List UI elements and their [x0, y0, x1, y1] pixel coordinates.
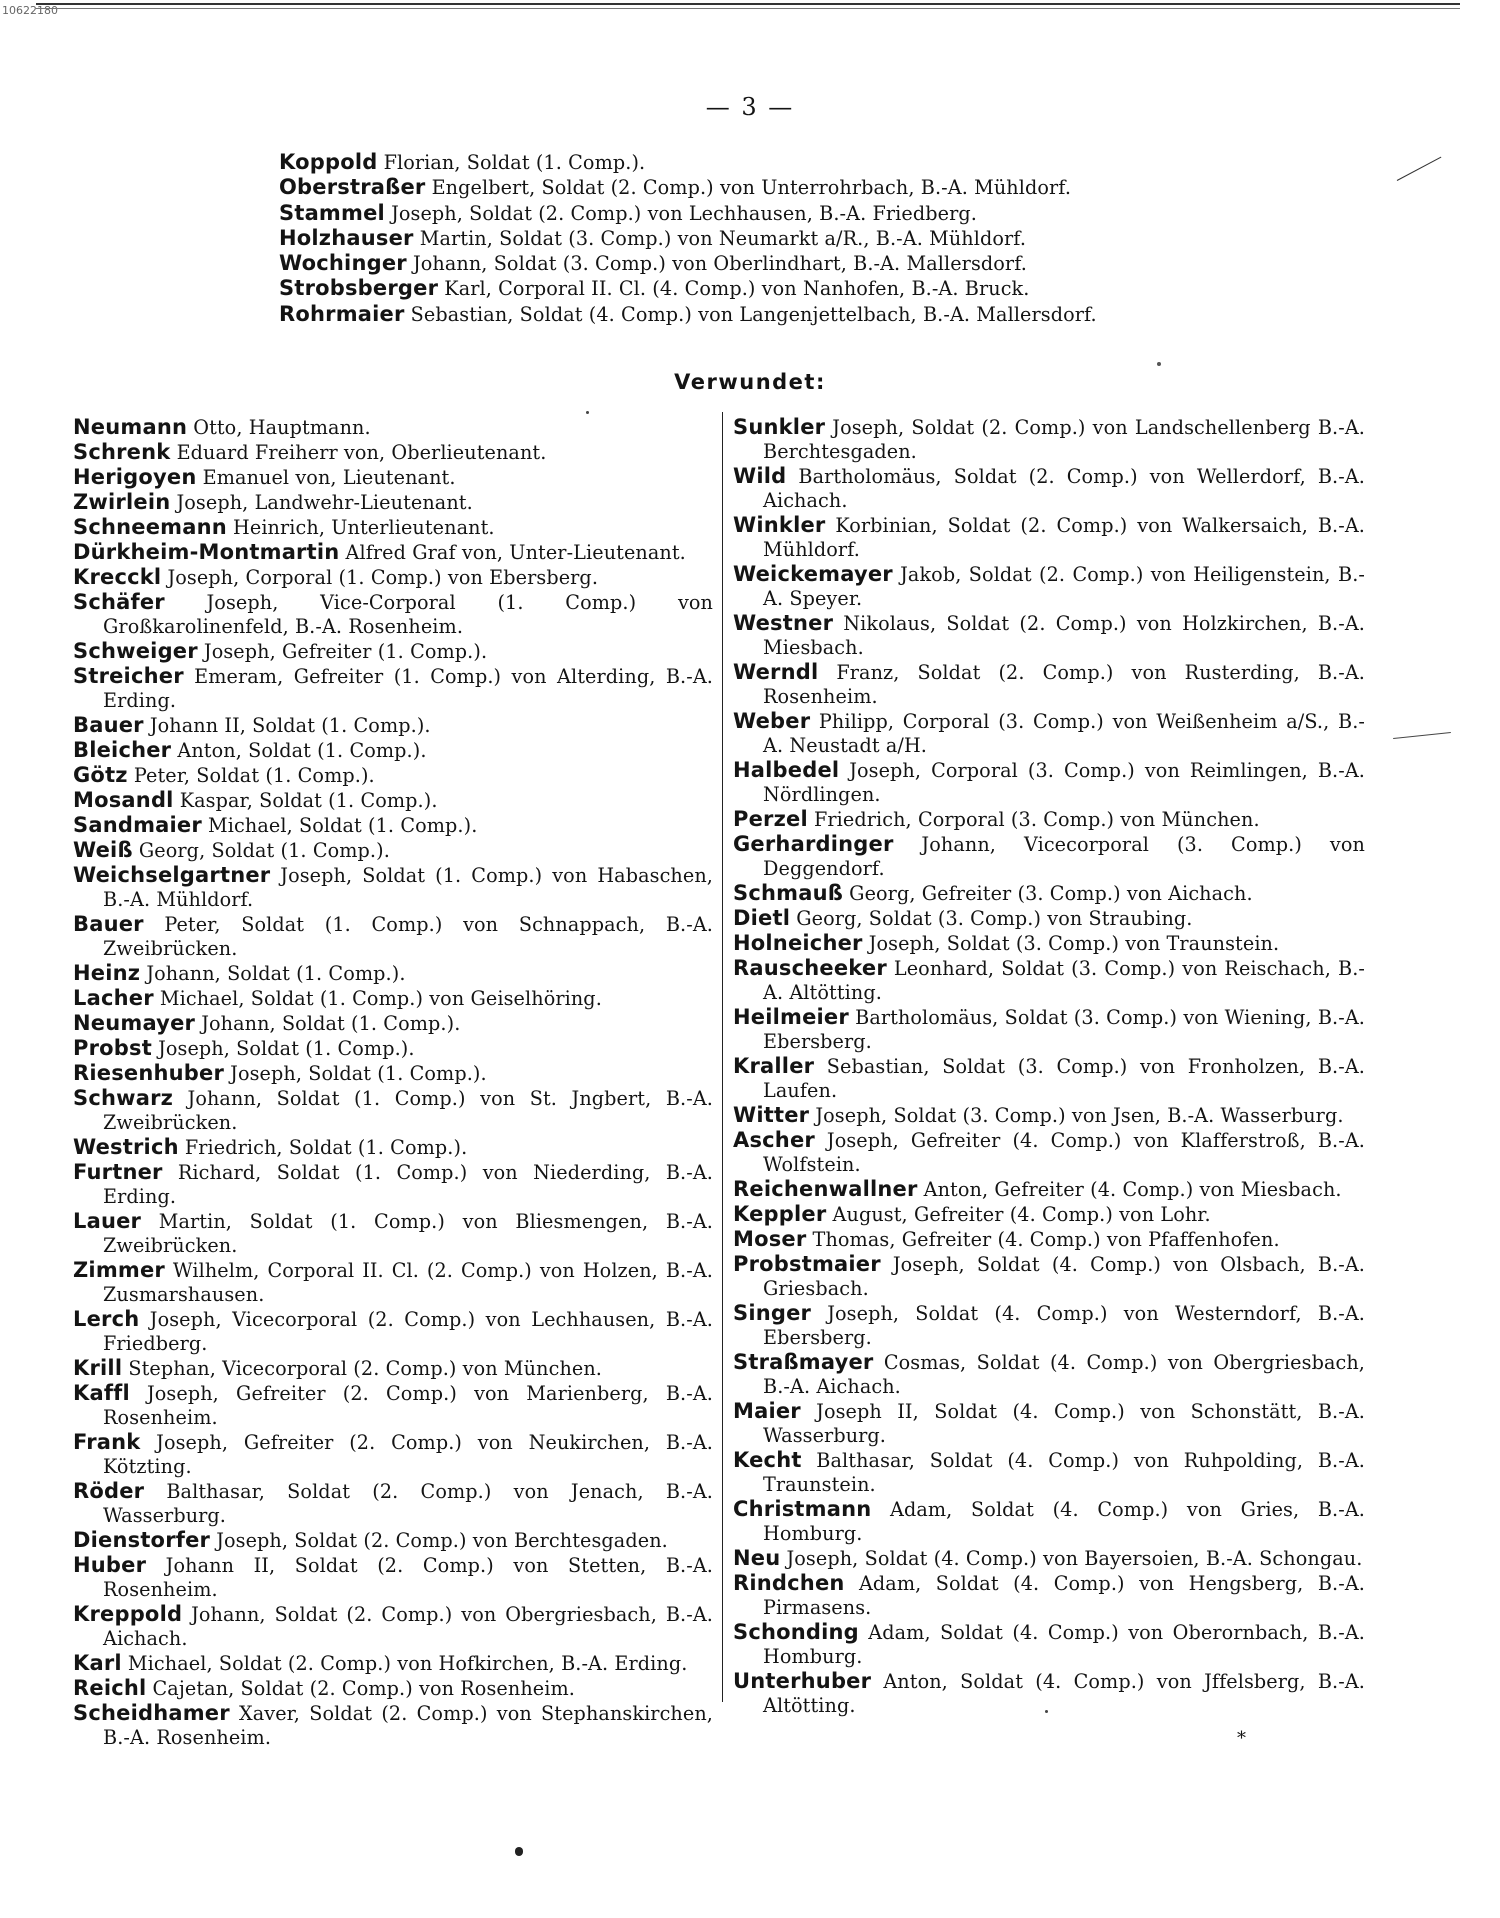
casualty-name: Bauer: [73, 912, 144, 936]
casualty-entry: [73, 1651, 713, 1676]
casualty-entry: [733, 1497, 1365, 1546]
casualty-entry: [733, 807, 1365, 832]
casualty-name: Unterhuber: [733, 1669, 872, 1693]
casualty-entry: [733, 832, 1365, 881]
casualty-name: Wochinger: [279, 251, 407, 276]
casualty-name: Schrenk: [73, 440, 171, 464]
casualty-details: Johann, Soldat (1. Comp.).: [201, 1012, 461, 1035]
casualty-name: Dienstorfer: [73, 1528, 211, 1552]
casualty-entry: [73, 1701, 713, 1750]
casualty-entry: [733, 1252, 1365, 1301]
casualty-entry: [73, 515, 713, 540]
casualty-details: Joseph, Vicecorporal (2. Comp.) von Lechhausen, B.-A. Friedberg.: [103, 1308, 713, 1355]
casualty-details: Joseph, Soldat (2. Comp.) von Lechhausen, B.-A. Friedberg.: [391, 201, 977, 225]
casualty-name: Holzhauser: [279, 225, 414, 250]
casualty-entry: [73, 490, 713, 515]
casualty-name: Herigoyen: [73, 465, 197, 489]
casualty-name: Keppler: [733, 1202, 827, 1226]
casualty-entry: [73, 961, 713, 986]
casualty-entry: [73, 1381, 713, 1430]
casualty-details: Emanuel von, Lieutenant.: [202, 466, 456, 489]
casualty-details: Philipp, Corporal (3. Comp.) von Weißenheim a/S., B.-A. Neustadt a/H.: [763, 710, 1365, 757]
casualty-entry: [73, 1011, 713, 1036]
casualty-name: Wild: [733, 464, 787, 488]
casualty-details: Johann, Soldat (2. Comp.) von Obergriesbach, B.-A. Aichach.: [103, 1603, 713, 1650]
casualty-details: Leonhard, Soldat (3. Comp.) von Reischach, B.-A. Altötting.: [763, 957, 1365, 1004]
casualty-name: Oberstraßer: [279, 175, 426, 200]
casualty-entry: [733, 1202, 1365, 1227]
casualty-entry: [73, 788, 713, 813]
casualty-entry: [73, 1160, 713, 1209]
casualty-name: Streicher: [73, 664, 184, 688]
ink-dot: [1157, 362, 1161, 366]
casualty-name: Bauer: [73, 713, 144, 737]
casualty-entry: [279, 251, 1179, 276]
casualty-entry: [279, 226, 1179, 251]
casualty-entry: [279, 302, 1179, 327]
casualty-entry: [733, 464, 1365, 513]
casualty-details: Nikolaus, Soldat (2. Comp.) von Holzkirchen, B.-A. Miesbach.: [763, 612, 1365, 659]
casualty-entry: [73, 1036, 713, 1061]
casualty-entry: [73, 813, 713, 838]
casualty-details: August, Gefreiter (4. Comp.) von Lohr.: [832, 1203, 1211, 1226]
casualty-entry: [73, 838, 713, 863]
casualty-entry: [73, 1209, 713, 1258]
casualty-details: Joseph, Soldat (1. Comp.).: [158, 1037, 415, 1060]
casualty-details: Emeram, Gefreiter (1. Comp.) von Alterding, B.-A. Erding.: [103, 665, 713, 712]
casualty-entry: [733, 956, 1365, 1005]
casualty-details: Thomas, Gefreiter (4. Comp.) von Pfaffenhofen.: [812, 1228, 1280, 1251]
casualty-details: Joseph, Corporal (1. Comp.) von Ebersberg.: [167, 566, 599, 589]
casualty-entry: [733, 1571, 1365, 1620]
casualty-details: Joseph, Gefreiter (2. Comp.) von Neukirchen, B.-A. Kötzting.: [103, 1431, 713, 1478]
ink-blot: [515, 1847, 523, 1856]
casualty-name: Reichenwallner: [733, 1177, 918, 1201]
casualty-name: Krecckl: [73, 565, 162, 589]
casualty-name: Furtner: [73, 1160, 163, 1184]
casualty-details: Joseph, Soldat (1. Comp.).: [230, 1062, 487, 1085]
top-rule: [36, 3, 1460, 5]
casualty-details: Joseph II, Soldat (4. Comp.) von Schonstätt, B.-A. Wasserburg.: [763, 1400, 1365, 1447]
casualty-entry: [73, 565, 713, 590]
casualty-name: Probstmaier: [733, 1252, 881, 1276]
casualty-name: Huber: [73, 1553, 147, 1577]
casualty-details: Korbinian, Soldat (2. Comp.) von Walkersaich, B.-A. Mühldorf.: [763, 514, 1365, 561]
casualty-details: Joseph, Gefreiter (1. Comp.).: [203, 640, 488, 663]
casualty-entry: [73, 1528, 713, 1553]
casualty-details: Adam, Soldat (4. Comp.) von Gries, B.-A. Homburg.: [763, 1498, 1365, 1545]
casualty-name: Witter: [733, 1103, 810, 1127]
casualty-details: Joseph, Soldat (1. Comp.) von Habaschen, B.-A. Mühldorf.: [103, 864, 713, 911]
casualty-name: Schonding: [733, 1620, 859, 1644]
casualty-entry: [73, 440, 713, 465]
casualty-name: Karl: [73, 1651, 122, 1675]
casualty-name: Lauer: [73, 1209, 142, 1233]
casualty-details: Joseph, Soldat (2. Comp.) von Landschellenberg B.-A. Berchtesgaden.: [763, 416, 1365, 463]
casualty-name: Riesenhuber: [73, 1061, 225, 1085]
casualty-name: Kaffl: [73, 1381, 130, 1405]
casualty-name: Sandmaier: [73, 813, 202, 837]
casualty-details: Johann, Vicecorporal (3. Comp.) von Deggendorf.: [763, 833, 1365, 880]
casualty-name: Zwirlein: [73, 490, 171, 514]
casualty-name: Heinz: [73, 961, 141, 985]
casualty-details: Joseph, Soldat (3. Comp.) von Jsen, B.-A. Wasserburg.: [815, 1104, 1344, 1127]
casualty-entry: [733, 1177, 1365, 1202]
top-rule-thin: [36, 8, 1460, 9]
casualty-entry: [73, 1356, 713, 1381]
casualty-name: Werndl: [733, 660, 819, 684]
casualty-entry: [73, 1553, 713, 1602]
casualty-entry: [733, 881, 1365, 906]
casualty-details: Johann, Soldat (1. Comp.) von St. Jngbert, B.-A. Zweibrücken.: [103, 1087, 713, 1134]
casualty-entry: [73, 1061, 713, 1086]
casualty-entry: [73, 1602, 713, 1651]
casualty-name: Rindchen: [733, 1571, 845, 1595]
casualty-name: Weber: [733, 709, 811, 733]
casualty-entry: [733, 1350, 1365, 1399]
casualty-details: Johann II, Soldat (1. Comp.).: [149, 714, 431, 737]
casualty-entry: [73, 1135, 713, 1160]
ink-dot: [586, 411, 589, 414]
casualty-entry: [733, 660, 1365, 709]
casualty-entry: [73, 1676, 713, 1701]
casualty-name: Schmauß: [733, 881, 844, 905]
casualty-details: Joseph, Soldat (4. Comp.) von Olsbach, B.-A. Griesbach.: [763, 1253, 1366, 1300]
casualty-name: Lerch: [73, 1307, 140, 1331]
casualty-details: Friedrich, Soldat (1. Comp.).: [184, 1136, 468, 1159]
casualty-details: Peter, Soldat (1. Comp.).: [133, 764, 375, 787]
casualty-details: Xaver, Soldat (2. Comp.) von Stephanskirchen, B.-A. Rosenheim.: [103, 1702, 713, 1749]
casualty-details: Richard, Soldat (1. Comp.) von Niederding, B.-A. Erding.: [103, 1161, 713, 1208]
casualty-name: Schwarz: [73, 1086, 174, 1110]
casualty-name: Winkler: [733, 513, 826, 537]
casualty-name: Mosandl: [73, 788, 174, 812]
casualty-details: Joseph, Vice-Corporal (1. Comp.) von Großkarolinenfeld, B.-A. Rosenheim.: [103, 591, 713, 638]
casualty-name: Frank: [73, 1430, 141, 1454]
casualty-details: Florian, Soldat (1. Comp.).: [383, 151, 646, 174]
casualty-entry: [733, 513, 1365, 562]
casualty-name: Kecht: [733, 1448, 802, 1472]
casualty-name: Maier: [733, 1399, 801, 1423]
casualty-name: Gerhardinger: [733, 832, 894, 856]
casualty-entry: [73, 664, 713, 713]
casualty-entry: [73, 986, 713, 1011]
casualty-details: Stephan, Vicecorporal (2. Comp.) von München.: [128, 1357, 603, 1380]
casualty-details: Joseph, Gefreiter (4. Comp.) von Klafferstroß, B.-A. Wolfstein.: [763, 1129, 1365, 1176]
casualty-name: Koppold: [279, 150, 378, 174]
casualty-details: Adam, Soldat (4. Comp.) von Hengsberg, B.-A. Pirmasens.: [763, 1572, 1365, 1619]
casualty-entry: [73, 639, 713, 664]
casualty-entry: [733, 1227, 1365, 1252]
casualty-details: Balthasar, Soldat (4. Comp.) von Ruhpolding, B.-A. Traunstein.: [763, 1449, 1365, 1496]
casualty-name: Dürkheim-Montmartin: [73, 540, 340, 564]
casualty-entry: [733, 1399, 1365, 1448]
casualty-details: Heinrich, Unterlieutenant.: [233, 516, 495, 539]
casualty-details: Anton, Soldat (1. Comp.).: [177, 739, 427, 762]
casualty-entry: [73, 738, 713, 763]
casualty-entry: [733, 1448, 1365, 1497]
casualty-entry: [733, 1103, 1365, 1128]
casualty-name: Sunkler: [733, 415, 826, 439]
casualty-name: Singer: [733, 1301, 812, 1325]
casualty-details: Johann, Soldat (3. Comp.) von Oberlindhart, B.-A. Mallersdorf.: [412, 252, 1027, 276]
casualty-entry: [279, 175, 1179, 200]
asterisk-mark: *: [1237, 1728, 1246, 1749]
casualty-details: Karl, Corporal II. Cl. (4. Comp.) von Nanhofen, B.-A. Bruck.: [444, 277, 1030, 301]
casualty-name: Dietl: [733, 906, 791, 930]
casualty-name: Röder: [73, 1479, 145, 1503]
casualty-details: Johann, Soldat (1. Comp.).: [146, 962, 406, 985]
casualty-name: Westrich: [73, 1135, 179, 1159]
casualty-details: Cosmas, Soldat (4. Comp.) von Obergriesbach, B.-A. Aichach.: [763, 1351, 1365, 1398]
casualty-name: Krill: [73, 1356, 123, 1380]
casualty-entry: [73, 540, 713, 565]
casualty-entry: [73, 1430, 713, 1479]
casualty-entry: [279, 276, 1179, 301]
casualty-details: Balthasar, Soldat (2. Comp.) von Jenach, B.-A. Wasserburg.: [103, 1480, 713, 1527]
casualty-entry: [733, 1054, 1365, 1103]
casualty-entry: [73, 1307, 713, 1356]
casualty-details: Alfred Graf von, Unter-Lieutenant.: [345, 541, 686, 564]
casualty-entry: [279, 150, 1179, 175]
casualty-name: Schneemann: [73, 515, 227, 539]
casualty-details: Johann II, Soldat (2. Comp.) von Stetten, B.-A. Rosenheim.: [103, 1554, 713, 1601]
wounded-column-right: [733, 415, 1365, 1718]
casualty-details: Joseph, Corporal (3. Comp.) von Reimlingen, B.-A. Nördlingen.: [763, 759, 1365, 806]
casualty-name: Götz: [73, 763, 128, 787]
casualty-details: Sebastian, Soldat (3. Comp.) von Fronholzen, B.-A. Laufen.: [763, 1055, 1365, 1102]
casualty-entry: [733, 562, 1365, 611]
casualty-entry: [733, 611, 1365, 660]
casualty-details: Anton, Gefreiter (4. Comp.) von Miesbach.: [923, 1178, 1342, 1201]
casualty-details: Georg, Soldat (1. Comp.).: [138, 839, 390, 862]
casualty-name: Perzel: [733, 807, 808, 831]
casualty-entry: [73, 415, 713, 440]
casualty-details: Sebastian, Soldat (4. Comp.) von Langenjettelbach, B.-A. Mallersdorf.: [410, 302, 1097, 326]
casualty-entry: [733, 709, 1365, 758]
casualty-entry: [733, 415, 1365, 464]
casualty-details: Georg, Gefreiter (3. Comp.) von Aichach.: [849, 882, 1253, 905]
casualty-entry: [733, 1620, 1365, 1669]
casualty-entry: [73, 713, 713, 738]
casualty-details: Joseph, Soldat (2. Comp.) von Berchtesgaden.: [216, 1529, 668, 1552]
casualty-details: Peter, Soldat (1. Comp.) von Schnappach, B.-A. Zweibrücken.: [103, 913, 713, 960]
casualty-details: Otto, Hauptmann.: [193, 416, 371, 439]
casualty-entry: [733, 931, 1365, 956]
casualty-name: Zimmer: [73, 1258, 165, 1282]
casualty-name: Neumann: [73, 415, 188, 439]
casualty-details: Friedrich, Corporal (3. Comp.) von München.: [813, 808, 1260, 831]
casualty-name: Rauscheeker: [733, 956, 887, 980]
casualty-name: Reichl: [73, 1676, 147, 1700]
column-divider: [722, 412, 723, 1702]
casualty-details: Georg, Soldat (3. Comp.) von Straubing.: [796, 907, 1193, 930]
page-number: — 3 —: [705, 93, 795, 121]
casualty-name: Moser: [733, 1227, 807, 1251]
casualty-name: Strobsberger: [279, 276, 439, 301]
casualty-name: Weickemayer: [733, 562, 893, 586]
casualty-details: Franz, Soldat (2. Comp.) von Rusterding, B.-A. Rosenheim.: [763, 661, 1365, 708]
casualty-details: Joseph, Gefreiter (2. Comp.) von Marienberg, B.-A. Rosenheim.: [103, 1382, 713, 1429]
casualty-entry: [733, 906, 1365, 931]
ink-dot: [1045, 1710, 1048, 1713]
casualty-entry: [733, 1301, 1365, 1350]
casualty-name: Stammel: [279, 200, 385, 225]
casualty-name: Rohrmaier: [279, 301, 405, 326]
section-title-wounded: Verwundet:: [674, 370, 826, 394]
casualty-details: Michael, Soldat (1. Comp.) von Geiselhöring.: [159, 987, 602, 1010]
casualty-details: Bartholomäus, Soldat (2. Comp.) von Wellerdorf, B.-A. Aichach.: [763, 465, 1365, 512]
casualty-details: Martin, Soldat (3. Comp.) von Neumarkt a/R., B.-A. Mühldorf.: [419, 226, 1027, 250]
casualty-entry: [73, 1086, 713, 1135]
casualty-entry: [733, 1546, 1365, 1571]
casualty-details: Anton, Soldat (4. Comp.) von Jffelsberg, B.-A. Altötting.: [763, 1670, 1365, 1717]
casualty-name: Holneicher: [733, 931, 863, 955]
casualty-details: Engelbert, Soldat (2. Comp.) von Unterrohrbach, B.-A. Mühldorf.: [431, 176, 1072, 200]
casualty-name: Bleicher: [73, 738, 172, 762]
casualty-details: Jakob, Soldat (2. Comp.) von Heiligenstein, B.-A. Speyer.: [763, 563, 1365, 610]
scan-id-label: 10622180: [2, 4, 58, 17]
casualty-name: Kraller: [733, 1054, 815, 1078]
casualty-name: Westner: [733, 611, 834, 635]
casualty-entry: [73, 1479, 713, 1528]
casualty-name: Neu: [733, 1546, 781, 1570]
casualty-details: Joseph, Soldat (4. Comp.) von Westerndorf, B.-A. Ebersberg.: [763, 1302, 1366, 1349]
casualty-details: Joseph, Soldat (4. Comp.) von Bayersoien, B.-A. Schongau.: [786, 1547, 1363, 1570]
pencil-mark: [1393, 732, 1451, 739]
casualty-details: Michael, Soldat (1. Comp.).: [208, 814, 478, 837]
casualty-details: Joseph, Landwehr-Lieutenant.: [176, 491, 473, 514]
casualty-name: Scheidhamer: [73, 1701, 230, 1725]
casualty-entry: [733, 1005, 1365, 1054]
casualty-details: Kaspar, Soldat (1. Comp.).: [179, 789, 438, 812]
casualty-entry: [73, 465, 713, 490]
casualty-details: Martin, Soldat (1. Comp.) von Bliesmengen, B.-A. Zweibrücken.: [103, 1210, 713, 1257]
casualty-name: Schweiger: [73, 639, 198, 663]
casualty-entry: [73, 863, 713, 912]
casualty-details: Adam, Soldat (4. Comp.) von Oberornbach, B.-A. Homburg.: [763, 1621, 1365, 1668]
casualty-details: Joseph, Soldat (3. Comp.) von Traunstein.: [868, 932, 1280, 955]
pencil-mark: [1397, 157, 1442, 181]
casualty-name: Ascher: [733, 1128, 815, 1152]
casualty-entry: [73, 1258, 713, 1307]
casualty-entry: [73, 912, 713, 961]
wounded-column-left: [73, 415, 713, 1750]
casualty-entry: [73, 763, 713, 788]
casualty-name: Lacher: [73, 986, 154, 1010]
casualty-name: Schäfer: [73, 590, 165, 614]
casualty-entry: [733, 1128, 1365, 1177]
casualty-details: Wilhelm, Corporal II. Cl. (2. Comp.) von Holzen, B.-A. Zusmarshausen.: [103, 1259, 713, 1306]
killed-list: [279, 150, 1179, 327]
casualty-details: Cajetan, Soldat (2. Comp.) von Rosenheim.: [152, 1677, 575, 1700]
casualty-name: Christmann: [733, 1497, 872, 1521]
casualty-name: Straßmayer: [733, 1350, 874, 1374]
casualty-name: Probst: [73, 1036, 152, 1060]
casualty-name: Halbedel: [733, 758, 840, 782]
casualty-name: Kreppold: [73, 1602, 183, 1626]
casualty-name: Weichselgartner: [73, 863, 271, 887]
casualty-details: Michael, Soldat (2. Comp.) von Hofkirchen, B.-A. Erding.: [127, 1652, 688, 1675]
casualty-entry: [73, 590, 713, 639]
casualty-entry: [733, 1669, 1365, 1718]
casualty-entry: [279, 201, 1179, 226]
casualty-name: Heilmeier: [733, 1005, 849, 1029]
casualty-entry: [733, 758, 1365, 807]
casualty-details: Eduard Freiherr von, Oberlieutenant.: [176, 441, 547, 464]
casualty-details: Bartholomäus, Soldat (3. Comp.) von Wiening, B.-A. Ebersberg.: [763, 1006, 1365, 1053]
casualty-name: Neumayer: [73, 1011, 196, 1035]
casualty-name: Weiß: [73, 838, 133, 862]
